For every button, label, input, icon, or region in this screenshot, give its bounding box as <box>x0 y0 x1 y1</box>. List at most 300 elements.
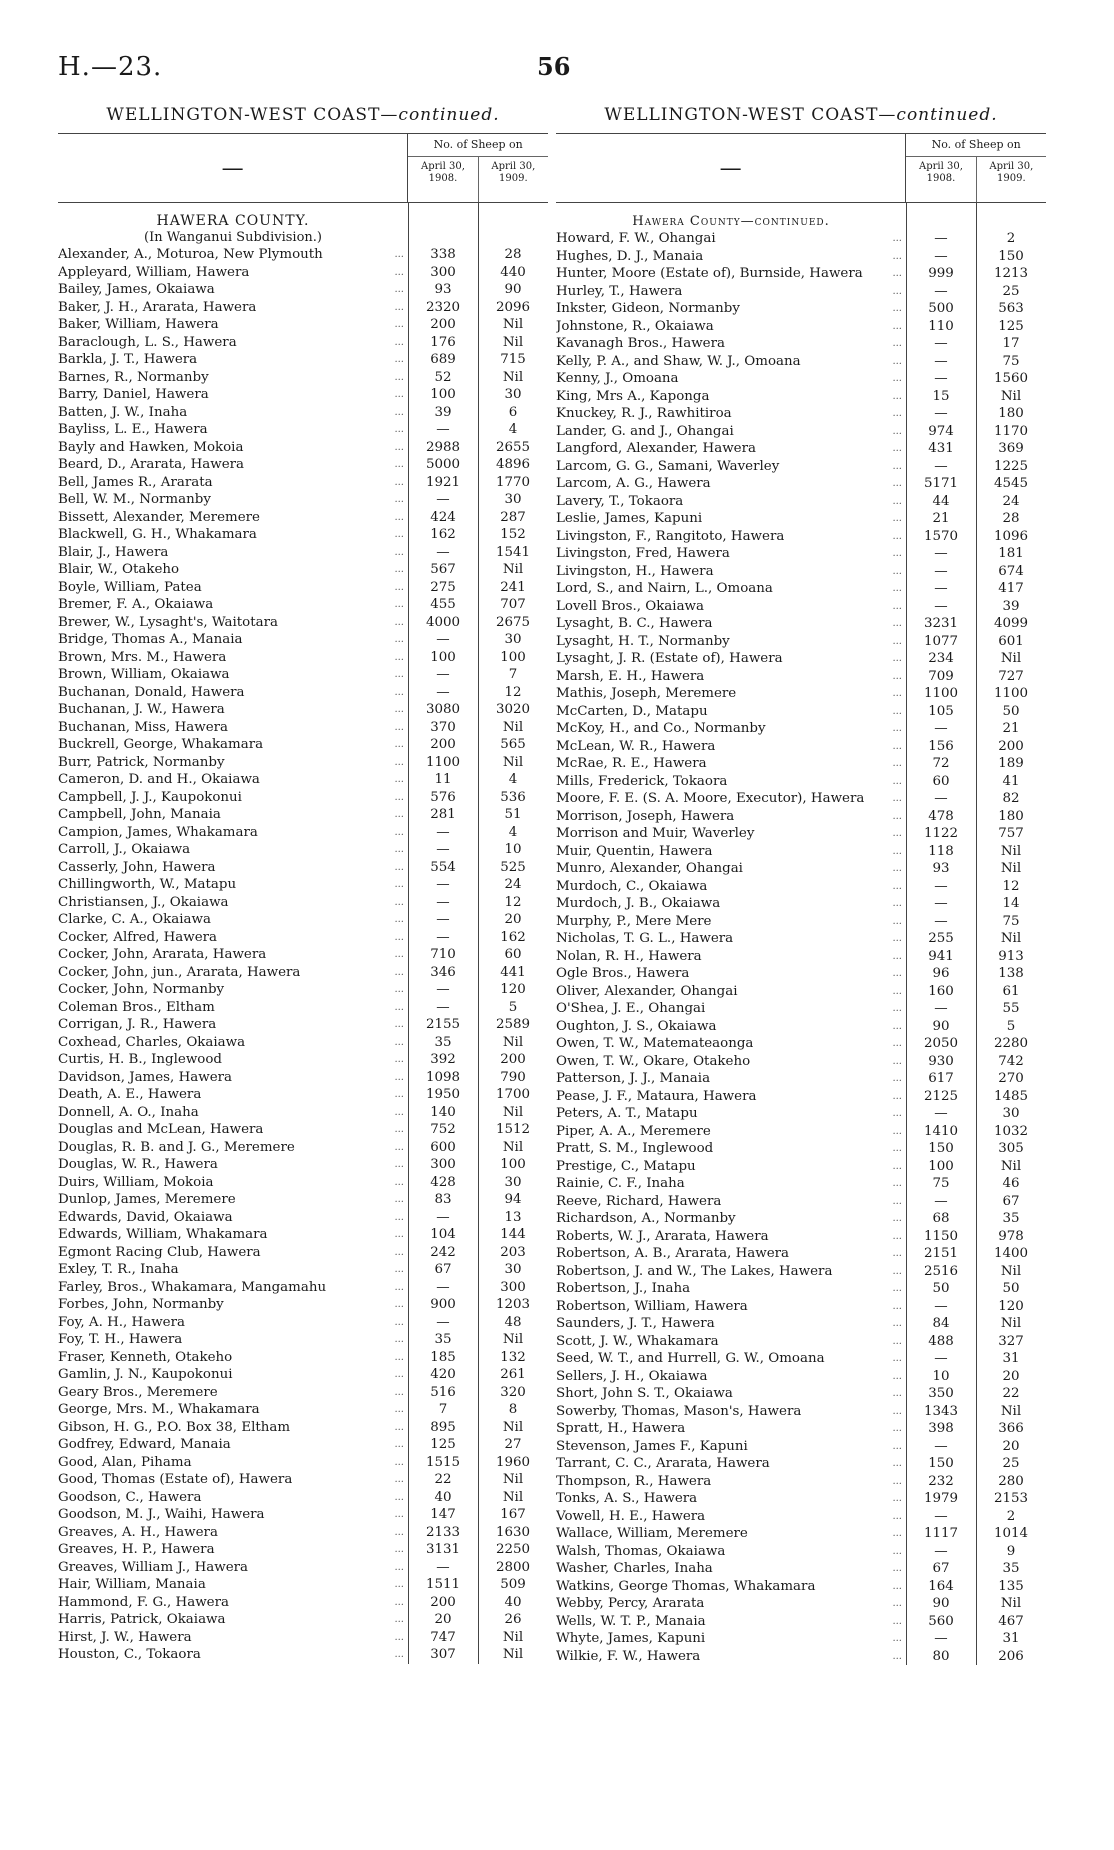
table-row <box>556 1053 1046 1071</box>
sheep-group-header: No. of Sheep on <box>408 134 548 157</box>
sheep-1908: 275 <box>430 579 456 595</box>
sheep-1908: 420 <box>430 1367 456 1382</box>
table-row <box>556 1088 1046 1106</box>
table-row <box>58 1436 548 1454</box>
sheep-1909: 1770 <box>495 474 531 490</box>
owner-name: Blair, W., Otakeho ... <box>58 561 408 579</box>
sheep-1908: 11 <box>434 772 452 787</box>
sheep-1908: — <box>436 684 450 700</box>
sheep-1909: Nil <box>1000 1158 1022 1174</box>
sheep-1908: 162 <box>430 527 456 542</box>
sheep-1908: 2125 <box>923 1088 959 1104</box>
owner-name: Bissett, Alexander, Meremere ... <box>58 509 408 527</box>
sheep-1909: 94 <box>504 1192 522 1207</box>
sheep-1909: 181 <box>998 546 1024 561</box>
sheep-1908: 200 <box>430 1594 456 1610</box>
owner-name: Whyte, James, Kapuni ... <box>556 1630 906 1648</box>
sheep-1909: 1213 <box>993 266 1029 281</box>
sheep-1908: 118 <box>928 843 954 859</box>
owner-name: Spratt, H., Hawera ... <box>556 1420 906 1438</box>
sheep-1909: 27 <box>504 1437 522 1452</box>
sheep-1908: 1122 <box>923 826 959 841</box>
sheep-1909: 417 <box>998 581 1024 596</box>
table-row <box>58 1629 548 1647</box>
table-row <box>556 1158 1046 1176</box>
sheep-1909: 305 <box>998 1141 1024 1156</box>
sheep-1909: 24 <box>1002 493 1020 509</box>
sheep-1908: 60 <box>932 773 950 789</box>
left-table-header <box>58 134 548 203</box>
table-row <box>58 1104 548 1122</box>
owner-name: Hunter, Moore (Estate of), Burnside, Hawera ... <box>556 265 906 283</box>
sheep-1909: 14 <box>1002 896 1020 911</box>
owner-name: Bremer, F. A., Okaiawa ... <box>58 596 408 614</box>
sheep-1908: — <box>436 912 450 927</box>
sheep-1909: Nil <box>502 562 524 577</box>
sheep-1909: 4 <box>508 824 518 840</box>
table-row <box>58 701 548 719</box>
table-row <box>556 808 1046 826</box>
owner-name: Buchanan, J. W., Hawera ... <box>58 701 408 719</box>
sheep-1909: Nil <box>1000 861 1022 876</box>
owner-name: Larcom, A. G., Hawera ... <box>556 475 906 493</box>
sheep-1909: 22 <box>1002 1386 1020 1401</box>
sheep-1908: 22 <box>434 1472 452 1487</box>
owner-name: Appleyard, William, Hawera ... <box>58 264 408 282</box>
sheep-1909: 206 <box>998 1648 1024 1664</box>
sheep-1908: 1950 <box>425 1087 461 1102</box>
table-row <box>58 1524 548 1542</box>
owner-name: Wells, W. T. P., Manaia ... <box>556 1613 906 1631</box>
table-row <box>556 1228 1046 1246</box>
table-row <box>556 1315 1046 1333</box>
table-row <box>556 668 1046 686</box>
sheep-1908: — <box>436 632 450 647</box>
table-row <box>58 929 548 947</box>
sheep-1908: 21 <box>932 511 950 526</box>
sheep-1909: 4 <box>508 772 518 787</box>
owner-name: Cocker, John, Normanby ... <box>58 981 408 999</box>
owner-name: Goodson, C., Hawera ... <box>58 1489 408 1507</box>
owner-name: Owen, T. W., Matemateaonga ... <box>556 1035 906 1053</box>
sheep-1909: 125 <box>998 318 1024 334</box>
owner-name: King, Mrs A., Kaponga ... <box>556 388 906 406</box>
owner-name: Carroll, J., Okaiawa ... <box>58 841 408 859</box>
owner-name: Barnes, R., Normanby ... <box>58 369 408 387</box>
sheep-1909: 20 <box>1002 1438 1020 1454</box>
table-row <box>58 1506 548 1524</box>
sheep-1908: 974 <box>928 423 954 439</box>
sheep-1908: 500 <box>928 301 954 316</box>
sheep-group-header: No. of Sheep on <box>906 134 1046 157</box>
table-row <box>556 1035 1046 1053</box>
table-row <box>556 1175 1046 1193</box>
sheep-1908: 160 <box>928 983 954 999</box>
owner-name: Johnstone, R., Okaiawa ... <box>556 318 906 336</box>
sheep-1909: 2589 <box>495 1017 531 1032</box>
sheep-1909: 5 <box>1006 1018 1016 1034</box>
sheep-1908: 560 <box>928 1613 954 1629</box>
owner-name: Sowerby, Thomas, Mason's, Hawera ... <box>556 1403 906 1421</box>
sheep-1909: 31 <box>1002 1631 1020 1646</box>
table-row <box>58 1419 548 1437</box>
owner-name: Alexander, A., Moturoa, New Plymouth ... <box>58 246 408 264</box>
table-row <box>58 579 548 597</box>
table-row <box>556 913 1046 931</box>
sheep-1909: 467 <box>998 1613 1024 1629</box>
owner-name: Munro, Alexander, Ohangai ... <box>556 860 906 878</box>
table-row <box>58 631 548 649</box>
table-row <box>556 1490 1046 1508</box>
table-row <box>556 283 1046 301</box>
sheep-1908: 346 <box>430 964 456 980</box>
sheep-1908: 576 <box>430 789 456 805</box>
right-table-body <box>556 203 1046 1665</box>
sheep-1909: Nil <box>502 754 524 770</box>
sheep-1908: 255 <box>928 931 954 946</box>
table-row <box>556 300 1046 318</box>
table-row <box>556 1210 1046 1228</box>
table-row <box>556 1333 1046 1351</box>
sheep-1908: 67 <box>932 1561 950 1576</box>
owner-name: McCarten, D., Matapu ... <box>556 703 906 721</box>
table-row <box>556 773 1046 791</box>
sheep-1908: — <box>934 458 948 474</box>
sheep-1909: 100 <box>500 1157 526 1172</box>
sheep-1909: 200 <box>500 1052 526 1067</box>
sheep-1909: 727 <box>998 668 1024 684</box>
owner-name: Casserly, John, Hawera ... <box>58 859 408 877</box>
sheep-1909: 26 <box>504 1612 522 1627</box>
sheep-1908: 930 <box>928 1053 954 1069</box>
sheep-1909: 75 <box>1002 913 1020 929</box>
sheep-1908: 567 <box>430 562 456 577</box>
table-row <box>58 1611 548 1629</box>
owner-name: Christiansen, J., Okaiawa ... <box>58 894 408 912</box>
sheep-1908: 1570 <box>923 528 959 544</box>
owner-name: Oliver, Alexander, Ohangai ... <box>556 983 906 1001</box>
sheep-1908: 40 <box>434 1489 452 1505</box>
sheep-1909: 13 <box>504 1209 522 1225</box>
sheep-1908: — <box>934 248 948 264</box>
table-row <box>556 1613 1046 1631</box>
sheep-1908: — <box>934 283 948 299</box>
owner-name: Bayly and Hawken, Mokoia ... <box>58 439 408 457</box>
page-number: 56 <box>537 52 571 81</box>
owner-name: Donnell, A. O., Inaha ... <box>58 1104 408 1122</box>
owner-name: Good, Thomas (Estate of), Hawera ... <box>58 1471 408 1489</box>
sheep-1909: 261 <box>500 1367 526 1382</box>
table-row <box>556 1420 1046 1438</box>
owner-name: Watkins, George Thomas, Whakamara ... <box>556 1578 906 1596</box>
table-row <box>556 1508 1046 1526</box>
sheep-1909: 28 <box>1002 511 1020 526</box>
owner-name: Dunlop, James, Meremere ... <box>58 1191 408 1209</box>
owner-name: Forbes, John, Normanby ... <box>58 1296 408 1314</box>
owner-name: Gamlin, J. N., Kaupokonui ... <box>58 1366 408 1384</box>
sheep-1908: — <box>934 231 948 246</box>
col-1909-header: April 30, 1909. <box>478 157 548 202</box>
owner-name: Nolan, R. H., Hawera ... <box>556 948 906 966</box>
sheep-1909: 82 <box>1002 791 1020 806</box>
sheep-1908: 431 <box>928 441 954 456</box>
sheep-1909: 180 <box>998 406 1024 421</box>
owner-name: Campion, James, Whakamara ... <box>58 824 408 842</box>
table-row <box>556 1403 1046 1421</box>
sheep-1908: 242 <box>430 1244 456 1260</box>
sheep-1908: 941 <box>928 948 954 964</box>
table-row <box>58 1471 548 1489</box>
section-title: HAWERA COUNTY. <box>156 213 310 229</box>
sheep-1909: 1512 <box>495 1122 531 1137</box>
table-row <box>58 999 548 1017</box>
sheep-1908: 2151 <box>923 1246 959 1261</box>
sheep-1909: Nil <box>502 1489 524 1505</box>
table-row <box>58 456 548 474</box>
owner-name: Farley, Bros., Whakamara, Mangamahu ... <box>58 1279 408 1297</box>
sheep-1909: 2655 <box>495 439 531 455</box>
owner-name: Thompson, R., Hawera ... <box>556 1473 906 1491</box>
owner-name: Prestige, C., Matapu ... <box>556 1158 906 1176</box>
sheep-1909: 17 <box>1002 336 1020 351</box>
table-row <box>58 1454 548 1472</box>
owner-name: Scott, J. W., Whakamara ... <box>556 1333 906 1351</box>
sheep-1908: 2516 <box>923 1263 959 1279</box>
sheep-1908: 140 <box>430 1104 456 1120</box>
sheep-1908: 44 <box>932 493 950 509</box>
table-row <box>556 458 1046 476</box>
table-row <box>556 545 1046 563</box>
table-row <box>58 946 548 964</box>
owner-name: Seed, W. T., and Hurrell, G. W., Omoana ... <box>556 1350 906 1368</box>
table-row <box>556 1193 1046 1211</box>
sheep-1908: — <box>436 1559 450 1575</box>
sheep-1908: 10 <box>932 1368 950 1384</box>
sheep-1908: 84 <box>932 1316 950 1331</box>
table-row <box>556 405 1046 423</box>
table-row <box>58 1366 548 1384</box>
sheep-1908: — <box>934 791 948 806</box>
sheep-1908: — <box>934 878 948 894</box>
sheep-1909: 978 <box>998 1228 1024 1244</box>
sheep-1908: 200 <box>430 317 456 332</box>
owner-name: Curtis, H. B., Inglewood ... <box>58 1051 408 1069</box>
sheep-1908: — <box>436 1209 450 1225</box>
owner-name: Larcom, G. G., Samani, Waverley ... <box>556 458 906 476</box>
owner-name: Mathis, Joseph, Meremere ... <box>556 685 906 703</box>
sheep-1909: 41 <box>1002 773 1020 789</box>
sheep-1908: 50 <box>932 1281 950 1296</box>
table-row <box>556 440 1046 458</box>
sheep-1909: 67 <box>1002 1193 1020 1209</box>
sheep-1909: 1960 <box>495 1454 531 1470</box>
table-row <box>556 493 1046 511</box>
sheep-1908: 93 <box>932 861 950 876</box>
sheep-1909: Nil <box>502 317 524 332</box>
owner-name: George, Mrs. M., Whakamara ... <box>58 1401 408 1419</box>
table-row <box>556 1280 1046 1298</box>
sheep-1909: 6 <box>508 404 518 420</box>
sheep-1908: 1100 <box>425 754 461 770</box>
table-row <box>58 1209 548 1227</box>
sheep-1909: 30 <box>1002 1106 1020 1121</box>
sheep-1908: 2155 <box>425 1017 461 1032</box>
sheep-1908: — <box>436 877 450 892</box>
sheep-1908: 96 <box>932 966 950 981</box>
left-column <box>58 105 548 1664</box>
table-row <box>58 1314 548 1332</box>
sheep-1909: 2280 <box>993 1036 1029 1051</box>
sheep-1908: — <box>436 824 450 840</box>
sheep-1909: 75 <box>1002 353 1020 369</box>
table-row <box>58 859 548 877</box>
sheep-1909: 913 <box>998 948 1024 964</box>
name-column-header: — <box>719 155 742 181</box>
sheep-1908: — <box>934 546 948 561</box>
sheep-1908: 234 <box>928 651 954 666</box>
sheep-1909: Nil <box>502 1034 524 1050</box>
right-column <box>556 105 1046 1665</box>
sheep-1909: Nil <box>1000 1403 1022 1419</box>
owner-name: Hughes, D. J., Manaia ... <box>556 248 906 266</box>
table-row <box>58 439 548 457</box>
sheep-1909: Nil <box>502 334 524 350</box>
table-row <box>58 334 548 352</box>
sheep-1909: 25 <box>1002 283 1020 299</box>
sheep-1908: 3131 <box>425 1542 461 1557</box>
sheep-1908: 93 <box>434 282 452 297</box>
owner-name: Vowell, H. E., Hawera ... <box>556 1508 906 1526</box>
sheep-1908: 100 <box>928 1158 954 1174</box>
owner-name: Douglas, W. R., Hawera ... <box>58 1156 408 1174</box>
sheep-1909: 20 <box>504 912 522 927</box>
sheep-1909: 25 <box>1002 1456 1020 1471</box>
sheep-1908: — <box>934 563 948 579</box>
owner-name: Knuckey, R. J., Rawhitiroa ... <box>556 405 906 423</box>
owner-name: Roberts, W. J., Ararata, Hawera ... <box>556 1228 906 1246</box>
sheep-1908: — <box>934 1508 948 1524</box>
sheep-1909: 50 <box>1002 1281 1020 1296</box>
owner-name: Pease, J. F., Mataura, Hawera ... <box>556 1088 906 1106</box>
sheep-1909: 150 <box>998 248 1024 264</box>
owner-name: Lavery, T., Tokaora ... <box>556 493 906 511</box>
owner-name: Baraclough, L. S., Hawera ... <box>58 334 408 352</box>
owner-name: Houston, C., Tokaora ... <box>58 1646 408 1664</box>
owner-name: Chillingworth, W., Matapu ... <box>58 876 408 894</box>
sheep-1909: 189 <box>998 756 1024 771</box>
owner-name: Buckrell, George, Whakamara ... <box>58 736 408 754</box>
owner-name: Burr, Patrick, Normanby ... <box>58 754 408 772</box>
sheep-1909: 51 <box>504 807 522 822</box>
sheep-1909: 1630 <box>495 1524 531 1540</box>
sheep-1909: Nil <box>1000 843 1022 859</box>
owner-name: Corrigan, J. R., Hawera ... <box>58 1016 408 1034</box>
table-row <box>556 248 1046 266</box>
sheep-1908: 600 <box>430 1139 456 1155</box>
owner-name: Baker, William, Hawera ... <box>58 316 408 334</box>
table-row <box>58 1016 548 1034</box>
sheep-1908: 398 <box>928 1421 954 1436</box>
sheep-1909: 2153 <box>993 1491 1029 1506</box>
sheep-1909: 30 <box>504 1174 522 1190</box>
sheep-1908: 709 <box>928 668 954 684</box>
owner-name: Cocker, John, jun., Ararata, Hawera ... <box>58 964 408 982</box>
sheep-1908: 752 <box>430 1122 456 1137</box>
table-row <box>556 563 1046 581</box>
table-row <box>58 1401 548 1419</box>
owner-name: Livingston, Fred, Hawera ... <box>556 545 906 563</box>
table-row <box>556 353 1046 371</box>
table-row <box>58 246 548 264</box>
sheep-1909: 1485 <box>993 1088 1029 1104</box>
table-row <box>58 754 548 772</box>
table-row <box>58 771 548 789</box>
sheep-1908: — <box>934 581 948 596</box>
owner-name: Edwards, William, Whakamara ... <box>58 1226 408 1244</box>
sheep-1909: 100 <box>500 649 526 665</box>
sheep-1909: 39 <box>1002 598 1020 614</box>
sheep-1908: 1098 <box>425 1069 461 1085</box>
sheep-1909: 120 <box>500 982 526 997</box>
table-row <box>58 806 548 824</box>
owner-name: Morrison and Muir, Waverley ... <box>556 825 906 843</box>
table-row <box>58 561 548 579</box>
sheep-1908: 900 <box>430 1297 456 1312</box>
owner-name: Leslie, James, Kapuni ... <box>556 510 906 528</box>
sheep-1909: 203 <box>500 1244 526 1260</box>
sheep-1908: — <box>934 353 948 369</box>
owner-name: Hair, William, Manaia ... <box>58 1576 408 1594</box>
owner-name: Pratt, S. M., Inglewood ... <box>556 1140 906 1158</box>
sheep-1908: 150 <box>928 1141 954 1156</box>
sheep-1908: — <box>934 1631 948 1646</box>
sheep-1908: — <box>436 894 450 910</box>
owner-name: Oughton, J. S., Okaiawa ... <box>556 1018 906 1036</box>
owner-name: O'Shea, J. E., Ohangai ... <box>556 1000 906 1018</box>
table-row <box>556 230 1046 248</box>
owner-name: Edwards, David, Okaiawa ... <box>58 1209 408 1227</box>
table-row <box>58 1279 548 1297</box>
left-table-body <box>58 203 548 1664</box>
sheep-1909: 715 <box>500 352 526 367</box>
sheep-1908: — <box>934 1351 948 1366</box>
owner-name: Douglas and McLean, Hawera ... <box>58 1121 408 1139</box>
table-row <box>58 316 548 334</box>
sheep-1908: 156 <box>928 738 954 754</box>
table-row <box>58 1489 548 1507</box>
sheep-1908: 338 <box>430 247 456 262</box>
table-row <box>58 719 548 737</box>
owner-name: Wilkie, F. W., Hawera ... <box>556 1648 906 1666</box>
table-row <box>58 1121 548 1139</box>
table-row <box>58 509 548 527</box>
sheep-1908: 617 <box>928 1071 954 1086</box>
owner-name: Barkla, J. T., Hawera ... <box>58 351 408 369</box>
table-row <box>556 370 1046 388</box>
owner-name: Kenny, J., Omoana ... <box>556 370 906 388</box>
table-row <box>556 580 1046 598</box>
table-row <box>58 281 548 299</box>
owner-name: Barry, Daniel, Hawera ... <box>58 386 408 404</box>
sheep-1909: 241 <box>500 579 526 595</box>
owner-name: Kavanagh Bros., Hawera ... <box>556 335 906 353</box>
table-row <box>556 878 1046 896</box>
owner-name: Langford, Alexander, Hawera ... <box>556 440 906 458</box>
sheep-1909: 21 <box>1002 721 1020 736</box>
owner-name: Goodson, M. J., Waihi, Hawera ... <box>58 1506 408 1524</box>
owner-name: Hurley, T., Hawera ... <box>556 283 906 301</box>
table-row <box>556 948 1046 966</box>
